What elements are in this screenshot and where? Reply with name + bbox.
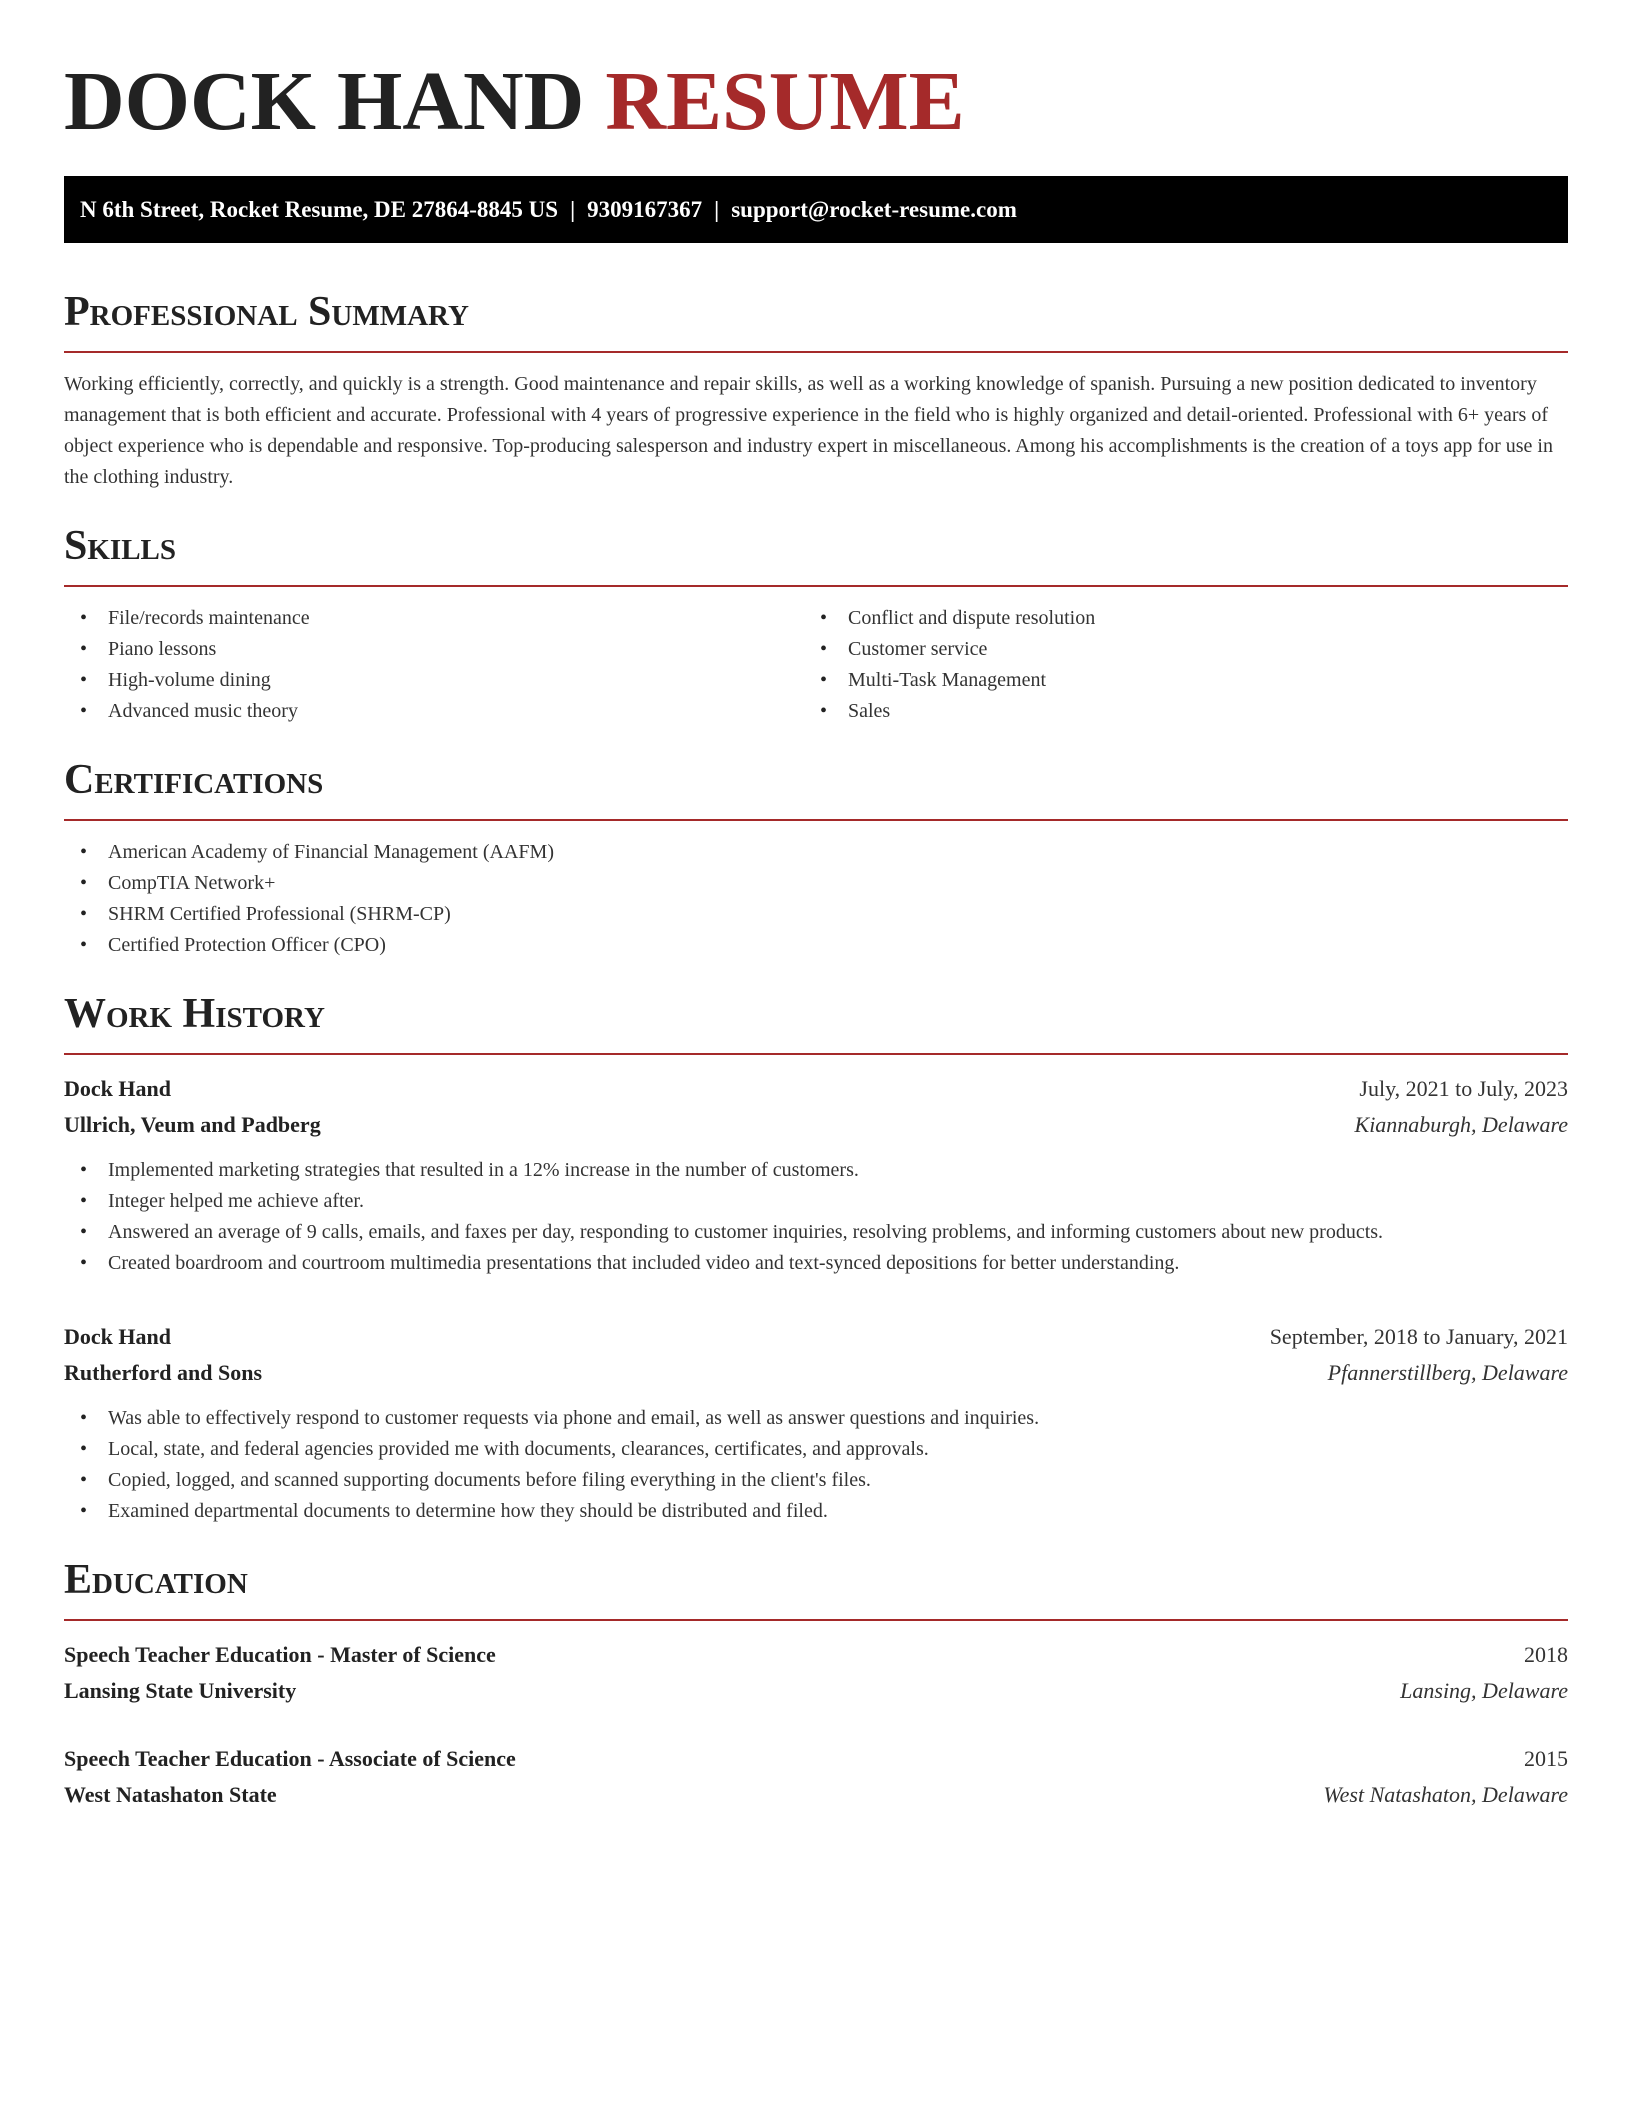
contact-separator: | [714, 197, 720, 222]
job-company: Ullrich, Veum and Padberg [64, 1112, 321, 1137]
contact-bar [64, 176, 1568, 243]
bullet-icon: • [80, 1159, 88, 1181]
bullet-icon: • [820, 607, 828, 629]
education-school: West Natashaton State [64, 1782, 277, 1807]
certifications-list [64, 837, 1568, 961]
job-duties-list [64, 1403, 1568, 1527]
section-title-skills: Skills [64, 523, 177, 569]
bullet-icon: • [80, 1221, 88, 1243]
job-entry [64, 1071, 1568, 1279]
job-company-row [64, 1355, 1568, 1391]
title-main: DOCK HAND [64, 55, 585, 148]
section-divider [64, 585, 1568, 587]
education-entry [64, 1637, 1568, 1709]
job-header-row [64, 1319, 1568, 1355]
education-entry [64, 1741, 1568, 1813]
bullet-icon: • [820, 700, 828, 722]
skill-label: Sales [848, 700, 891, 722]
job-duty-item [64, 1496, 1568, 1527]
education-year: 2018 [1524, 1642, 1568, 1667]
bullet-icon: • [80, 607, 88, 629]
job-duty-text: Created boardroom and courtroom multimedia presentations that included video and text-synced depositions for better understanding. [108, 1252, 1180, 1274]
education-degree-row [64, 1637, 1568, 1673]
bullet-icon: • [80, 1252, 88, 1274]
job-dates: July, 2021 to July, 2023 [1359, 1076, 1568, 1101]
job-entry [64, 1319, 1568, 1527]
contact-email: support@rocket-resume.com [731, 197, 1017, 222]
bullet-icon: • [80, 1438, 88, 1460]
certification-item [64, 837, 1568, 868]
skill-item [64, 634, 804, 665]
job-duty-item [64, 1217, 1568, 1248]
summary-text: Working efficiently, correctly, and quickly is a strength. Good maintenance and repair skills, as well as a working knowledge of spanish. Pursuing a new position dedicated to inventory management that is both efficient and accurate. Professional with 4 years of progressive experience in the field who is highly organized and detail-oriented. Professional with 6+ years of object experience who is dependable and responsive. Top-producing salesperson and industry expert in miscellaneous. Among his accomplishments is the creation of a toys app for use in the clothing industry. [64, 373, 1553, 488]
bullet-icon: • [820, 638, 828, 660]
job-duty-item [64, 1403, 1568, 1434]
summary-section [64, 287, 1568, 493]
job-duty-item [64, 1465, 1568, 1496]
skill-item [804, 665, 1544, 696]
education-year: 2015 [1524, 1746, 1568, 1771]
job-role: Dock Hand [64, 1324, 171, 1349]
certification-label: American Academy of Financial Management (AAFM) [108, 841, 554, 863]
skill-label: Advanced music theory [108, 700, 298, 722]
job-duty-text: Examined departmental documents to determine how they should be distributed and filed. [108, 1500, 828, 1522]
skill-label: Customer service [848, 638, 988, 660]
skill-item [804, 634, 1544, 665]
skill-item [64, 696, 804, 727]
certification-label: SHRM Certified Professional (SHRM-CP) [108, 903, 451, 925]
skill-item [804, 603, 1544, 634]
resume-page [64, 0, 1568, 1813]
skills-list-right [804, 603, 1544, 727]
job-duty-text: Copied, logged, and scanned supporting documents before filing everything in the client's files. [108, 1469, 871, 1491]
education-degree: Speech Teacher Education - Master of Science [64, 1642, 496, 1667]
contact-separator: | [570, 197, 576, 222]
section-title-certifications: Certifications [64, 757, 324, 803]
job-duties-list [64, 1155, 1568, 1279]
skills-list-left [64, 603, 804, 727]
bullet-icon: • [80, 1469, 88, 1491]
section-divider [64, 819, 1568, 821]
job-duty-text: Was able to effectively respond to customer requests via phone and email, as well as answer questions and inquiries. [108, 1407, 1040, 1429]
bullet-icon: • [820, 669, 828, 691]
skills-section [64, 521, 1568, 727]
title-accent: RESUME [605, 55, 965, 148]
skill-label: Piano lessons [108, 638, 217, 660]
bullet-icon: • [80, 934, 88, 956]
section-title-work-history: Work History [64, 991, 325, 1037]
skill-label: Conflict and dispute resolution [848, 607, 1096, 629]
education-degree-row [64, 1741, 1568, 1777]
job-duty-text: Answered an average of 9 calls, emails, and faxes per day, responding to customer inquiries, resolving problems, and informing customers about new products. [108, 1221, 1384, 1243]
bullet-icon: • [80, 669, 88, 691]
bullet-icon: • [80, 1407, 88, 1429]
job-duty-text: Integer helped me achieve after. [108, 1190, 364, 1212]
section-divider [64, 351, 1568, 353]
job-duty-item [64, 1248, 1568, 1279]
job-role: Dock Hand [64, 1076, 171, 1101]
certification-item [64, 868, 1568, 899]
bullet-icon: • [80, 638, 88, 660]
education-school-row [64, 1673, 1568, 1709]
job-dates: September, 2018 to January, 2021 [1269, 1324, 1568, 1349]
certification-item [64, 899, 1568, 930]
skill-item [804, 696, 1544, 727]
skill-item [64, 665, 804, 696]
certifications-section [64, 755, 1568, 961]
job-duty-item [64, 1186, 1568, 1217]
education-degree: Speech Teacher Education - Associate of Science [64, 1746, 516, 1771]
bullet-icon: • [80, 872, 88, 894]
section-title-education: Education [64, 1557, 248, 1603]
skill-label: File/records maintenance [108, 607, 310, 629]
job-company: Rutherford and Sons [64, 1360, 263, 1385]
certification-label: Certified Protection Officer (CPO) [108, 934, 386, 956]
job-duty-text: Local, state, and federal agencies provided me with documents, clearances, certificates, and approvals. [108, 1438, 929, 1460]
bullet-icon: • [80, 1500, 88, 1522]
bullet-icon: • [80, 903, 88, 925]
job-company-row [64, 1107, 1568, 1143]
bullet-icon: • [80, 1190, 88, 1212]
job-location: Pfannerstillberg, Delaware [1327, 1360, 1568, 1385]
contact-address: N 6th Street, Rocket Resume, DE 27864-8845 US [80, 197, 559, 222]
bullet-icon: • [80, 841, 88, 863]
skill-item [64, 603, 804, 634]
education-location: Lansing, Delaware [1400, 1678, 1568, 1703]
section-divider [64, 1053, 1568, 1055]
skill-label: High-volume dining [108, 669, 271, 691]
section-title-summary: Professional Summary [64, 289, 469, 335]
resume-title [64, 55, 1568, 148]
job-header-row [64, 1071, 1568, 1107]
skills-grid [64, 603, 1568, 727]
section-divider [64, 1619, 1568, 1621]
skill-label: Multi-Task Management [848, 669, 1046, 691]
job-duty-item [64, 1155, 1568, 1186]
bullet-icon: • [80, 700, 88, 722]
education-school-row [64, 1777, 1568, 1813]
certification-item [64, 930, 1568, 961]
job-duty-text: Implemented marketing strategies that resulted in a 12% increase in the number of customers. [108, 1159, 859, 1181]
job-duty-item [64, 1434, 1568, 1465]
contact-phone: 9309167367 [587, 197, 703, 222]
job-location: Kiannaburgh, Delaware [1354, 1112, 1568, 1137]
certification-label: CompTIA Network+ [108, 872, 276, 894]
education-school: Lansing State University [64, 1678, 297, 1703]
education-location: West Natashaton, Delaware [1323, 1782, 1568, 1807]
work-history-section [64, 989, 1568, 1527]
education-section [64, 1555, 1568, 1813]
